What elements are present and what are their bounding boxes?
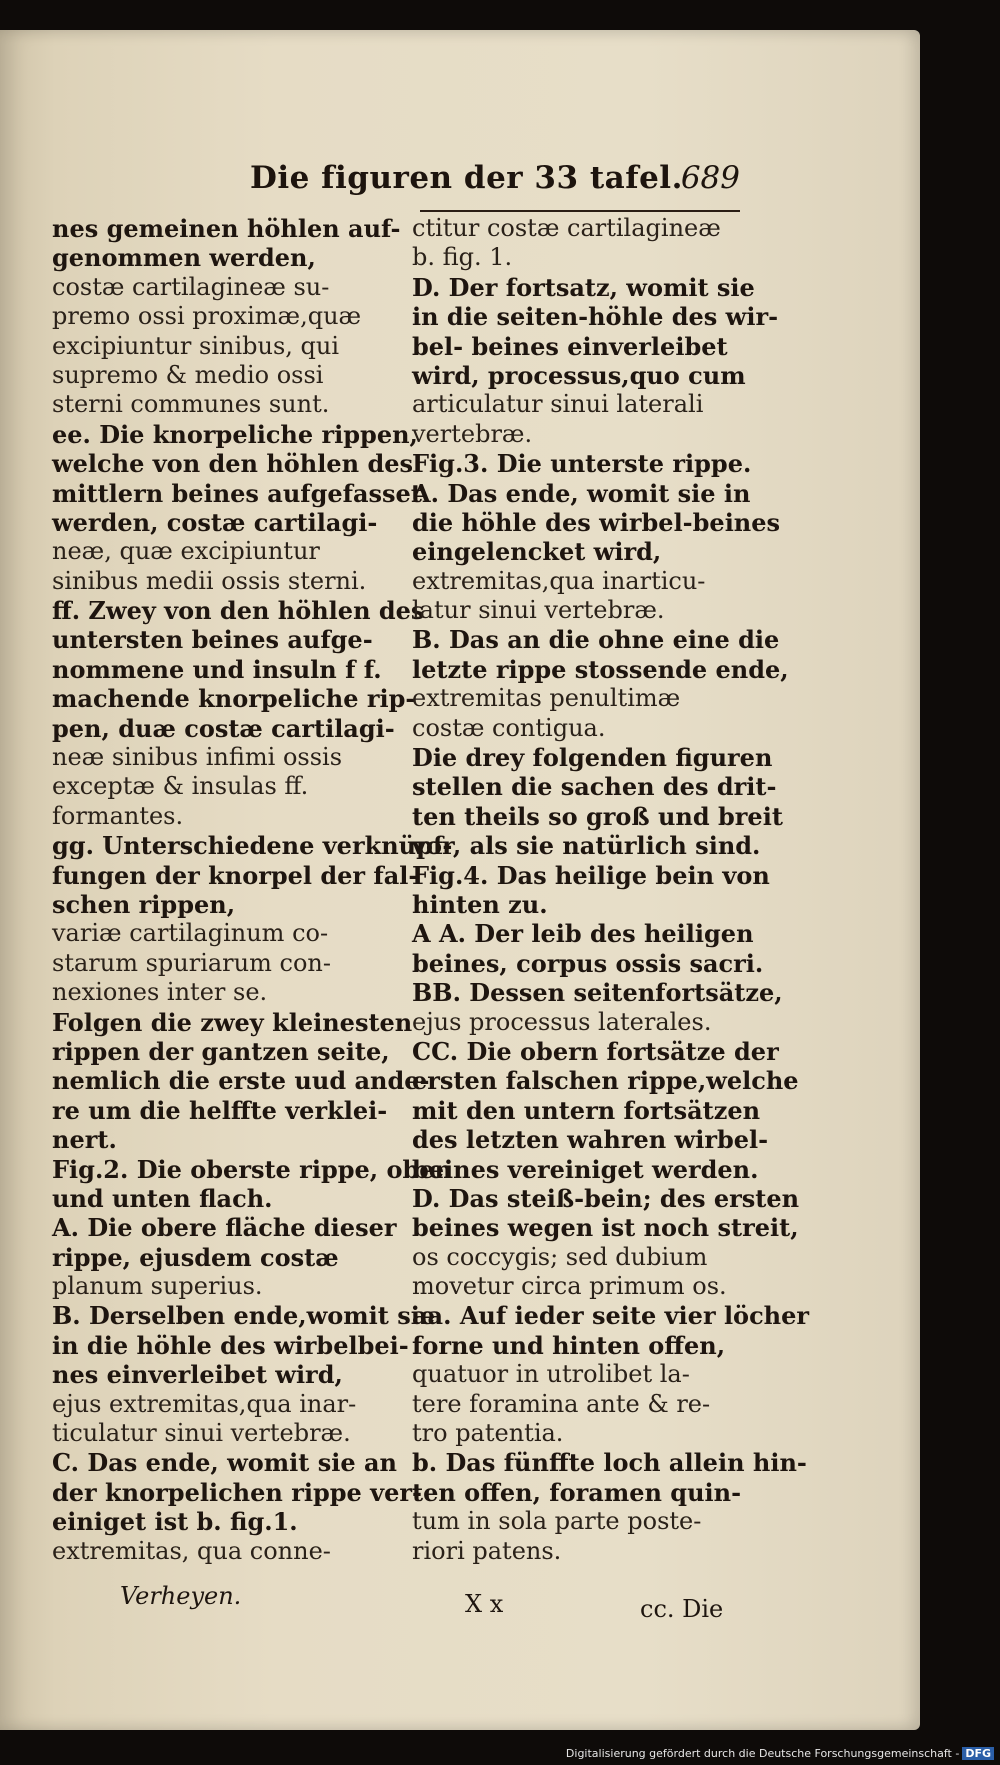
text-line: articulatur sinui laterali bbox=[412, 390, 704, 419]
text-line: beines vereiniget werden. bbox=[412, 1154, 759, 1184]
text-line: nommene und insuln f f. bbox=[52, 654, 382, 684]
text-line: planum superius. bbox=[52, 1272, 263, 1301]
text-line: ejus processus laterales. bbox=[412, 1007, 712, 1036]
text-line: re um die helffte verklei- bbox=[52, 1095, 388, 1125]
text-line: mittlern beines aufgefasset bbox=[52, 478, 422, 508]
text-line: eingelencket wird, bbox=[412, 537, 662, 567]
text-line: extremitas,qua inarticu- bbox=[412, 566, 706, 595]
text-line: beines wegen ist noch streit, bbox=[412, 1213, 799, 1243]
text-line: Die drey folgenden figuren bbox=[412, 743, 773, 773]
credit-text: Digitalisierung gefördert durch die Deutsche Forschungsgemeinschaft - bbox=[565, 1747, 960, 1760]
text-line: aa. Auf ieder seite vier löcher bbox=[412, 1301, 810, 1331]
text-line: tro patentia. bbox=[412, 1419, 564, 1448]
text-line: ten theils so groß und breit bbox=[412, 801, 783, 831]
signature-mark: X x bbox=[465, 1590, 504, 1618]
text-line: exceptæ & insulas ff. bbox=[52, 772, 309, 801]
text-line: Folgen die zwey kleinesten bbox=[52, 1007, 413, 1037]
text-line: os coccygis; sed dubium bbox=[412, 1242, 708, 1271]
text-line: b. fig. 1. bbox=[412, 243, 513, 272]
text-line: schen rippen, bbox=[52, 889, 236, 919]
text-line: ten offen, foramen quin- bbox=[412, 1477, 742, 1507]
text-line: genommen werden, bbox=[52, 243, 316, 273]
text-line: ff. Zwey von den höhlen des bbox=[52, 596, 425, 626]
text-line: ejus extremitas,qua inar- bbox=[52, 1389, 357, 1418]
text-line: latur sinui vertebræ. bbox=[412, 596, 665, 625]
text-line: starum spuriarum con- bbox=[52, 948, 331, 977]
text-line: untersten beines aufge- bbox=[52, 625, 373, 655]
text-line: ticulatur sinui vertebræ. bbox=[52, 1419, 351, 1448]
text-line: D. Der fortsatz, womit sie bbox=[412, 272, 755, 302]
text-line: neæ sinibus infimi ossis bbox=[52, 743, 343, 772]
text-line: C. Das ende, womit sie an bbox=[52, 1448, 397, 1478]
dfg-logo: DFG bbox=[962, 1747, 994, 1760]
text-line: machende knorpeliche rip- bbox=[52, 684, 416, 714]
text-line: tum in sola parte poste- bbox=[412, 1507, 702, 1536]
text-line: fungen der knorpel der fal- bbox=[52, 860, 419, 890]
text-line: quatuor in utrolibet la- bbox=[412, 1360, 690, 1389]
text-line: B. Das an die ohne eine die bbox=[412, 625, 780, 655]
text-line: sterni communes sunt. bbox=[52, 390, 330, 419]
page-header bbox=[250, 160, 740, 204]
text-line: in die höhle des wirbelbei- bbox=[52, 1330, 409, 1360]
text-line: excipiuntur sinibus, qui bbox=[52, 331, 340, 360]
text-line: stellen die sachen des drit- bbox=[412, 772, 777, 802]
text-line: supremo & medio ossi bbox=[52, 360, 324, 389]
text-line: movetur circa primum os. bbox=[412, 1272, 727, 1301]
text-line: BB. Dessen seitenfortsätze, bbox=[412, 978, 783, 1008]
text-line: Fig.4. Das heilige bein von bbox=[412, 860, 770, 890]
text-line: CC. Die obern fortsätze der bbox=[412, 1036, 779, 1066]
text-line: der knorpelichen rippe ver- bbox=[52, 1477, 422, 1507]
text-line: gg. Unterschiedene verknüpf- bbox=[52, 831, 453, 861]
left-text-column bbox=[52, 214, 453, 1566]
text-line: A. Das ende, womit sie in bbox=[412, 478, 751, 508]
text-line: ee. Die knorpeliche rippen, bbox=[52, 419, 418, 449]
text-line: nexiones inter se. bbox=[52, 978, 268, 1007]
text-line: hinten zu. bbox=[412, 889, 548, 919]
text-line: b. Das fünffte loch allein hin- bbox=[412, 1448, 807, 1478]
text-line: A A. Der leib des heiligen bbox=[412, 919, 754, 949]
digitization-credit bbox=[566, 1747, 994, 1760]
text-line: werden, costæ cartilagi- bbox=[52, 507, 378, 537]
text-line: einiget ist b. fig.1. bbox=[52, 1507, 298, 1537]
text-line: nemlich die erste uud ande- bbox=[52, 1066, 430, 1096]
header-rule bbox=[420, 210, 740, 212]
text-line: vertebræ. bbox=[412, 419, 533, 448]
text-line: nes einverleibet wird, bbox=[52, 1360, 343, 1390]
page-title: Die figuren der 33 tafel. bbox=[250, 160, 683, 196]
text-line: Fig.3. Die unterste rippe. bbox=[412, 449, 752, 479]
text-line: neæ, quæ excipiuntur bbox=[52, 537, 320, 566]
text-line: und unten flach. bbox=[52, 1183, 273, 1213]
text-line: ctitur costæ cartilagineæ bbox=[412, 214, 721, 242]
text-line: ersten falschen rippe,welche bbox=[412, 1066, 799, 1096]
text-line: tere foramina ante & re- bbox=[412, 1389, 711, 1418]
text-line: forne und hinten offen, bbox=[412, 1330, 726, 1360]
text-line: extremitas, qua conne- bbox=[52, 1536, 331, 1565]
text-line: des letzten wahren wirbel- bbox=[412, 1125, 769, 1155]
text-line: in die seiten-höhle des wir- bbox=[412, 302, 779, 332]
text-line: nert. bbox=[52, 1125, 117, 1155]
text-line: mit den untern fortsätzen bbox=[412, 1095, 761, 1125]
text-line: formantes. bbox=[52, 801, 184, 830]
text-line: pen, duæ costæ cartilagi- bbox=[52, 713, 395, 743]
text-line: extremitas penultimæ bbox=[412, 684, 681, 713]
text-line: letzte rippe stossende ende, bbox=[412, 654, 789, 684]
text-line: rippen der gantzen seite, bbox=[52, 1036, 390, 1066]
text-line: vor, als sie natürlich sind. bbox=[412, 831, 761, 861]
text-line: costæ cartilagineæ su- bbox=[52, 272, 330, 301]
right-text-column bbox=[412, 214, 810, 1566]
text-line: D. Das steiß-bein; des ersten bbox=[412, 1183, 800, 1213]
text-line: B. Derselben ende,womit sie bbox=[52, 1301, 436, 1331]
page-number: 689 bbox=[680, 160, 740, 196]
text-line: Fig.2. Die oberste rippe, oben bbox=[52, 1154, 452, 1184]
text-line: nes gemeinen höhlen auf- bbox=[52, 214, 401, 243]
text-line: rippe, ejusdem costæ bbox=[52, 1242, 339, 1272]
text-line: riori patens. bbox=[412, 1536, 562, 1565]
text-line: bel- beines einverleibet bbox=[412, 331, 728, 361]
text-line: premo ossi proximæ,quæ bbox=[52, 302, 362, 331]
text-line: variæ cartilaginum co- bbox=[52, 919, 329, 948]
text-line: wird, processus,quo cum bbox=[412, 360, 746, 390]
text-line: sinibus medii ossis sterni. bbox=[52, 566, 367, 595]
text-line: die höhle des wirbel-beines bbox=[412, 507, 781, 537]
text-line: A. Die obere fläche dieser bbox=[52, 1213, 397, 1243]
catchword-right: cc. Die bbox=[640, 1595, 724, 1623]
text-line: welche von den höhlen des bbox=[52, 449, 414, 479]
text-line: beines, corpus ossis sacri. bbox=[412, 948, 764, 978]
catchword-left: Verheyen. bbox=[120, 1582, 242, 1610]
text-line: costæ contigua. bbox=[412, 713, 606, 742]
